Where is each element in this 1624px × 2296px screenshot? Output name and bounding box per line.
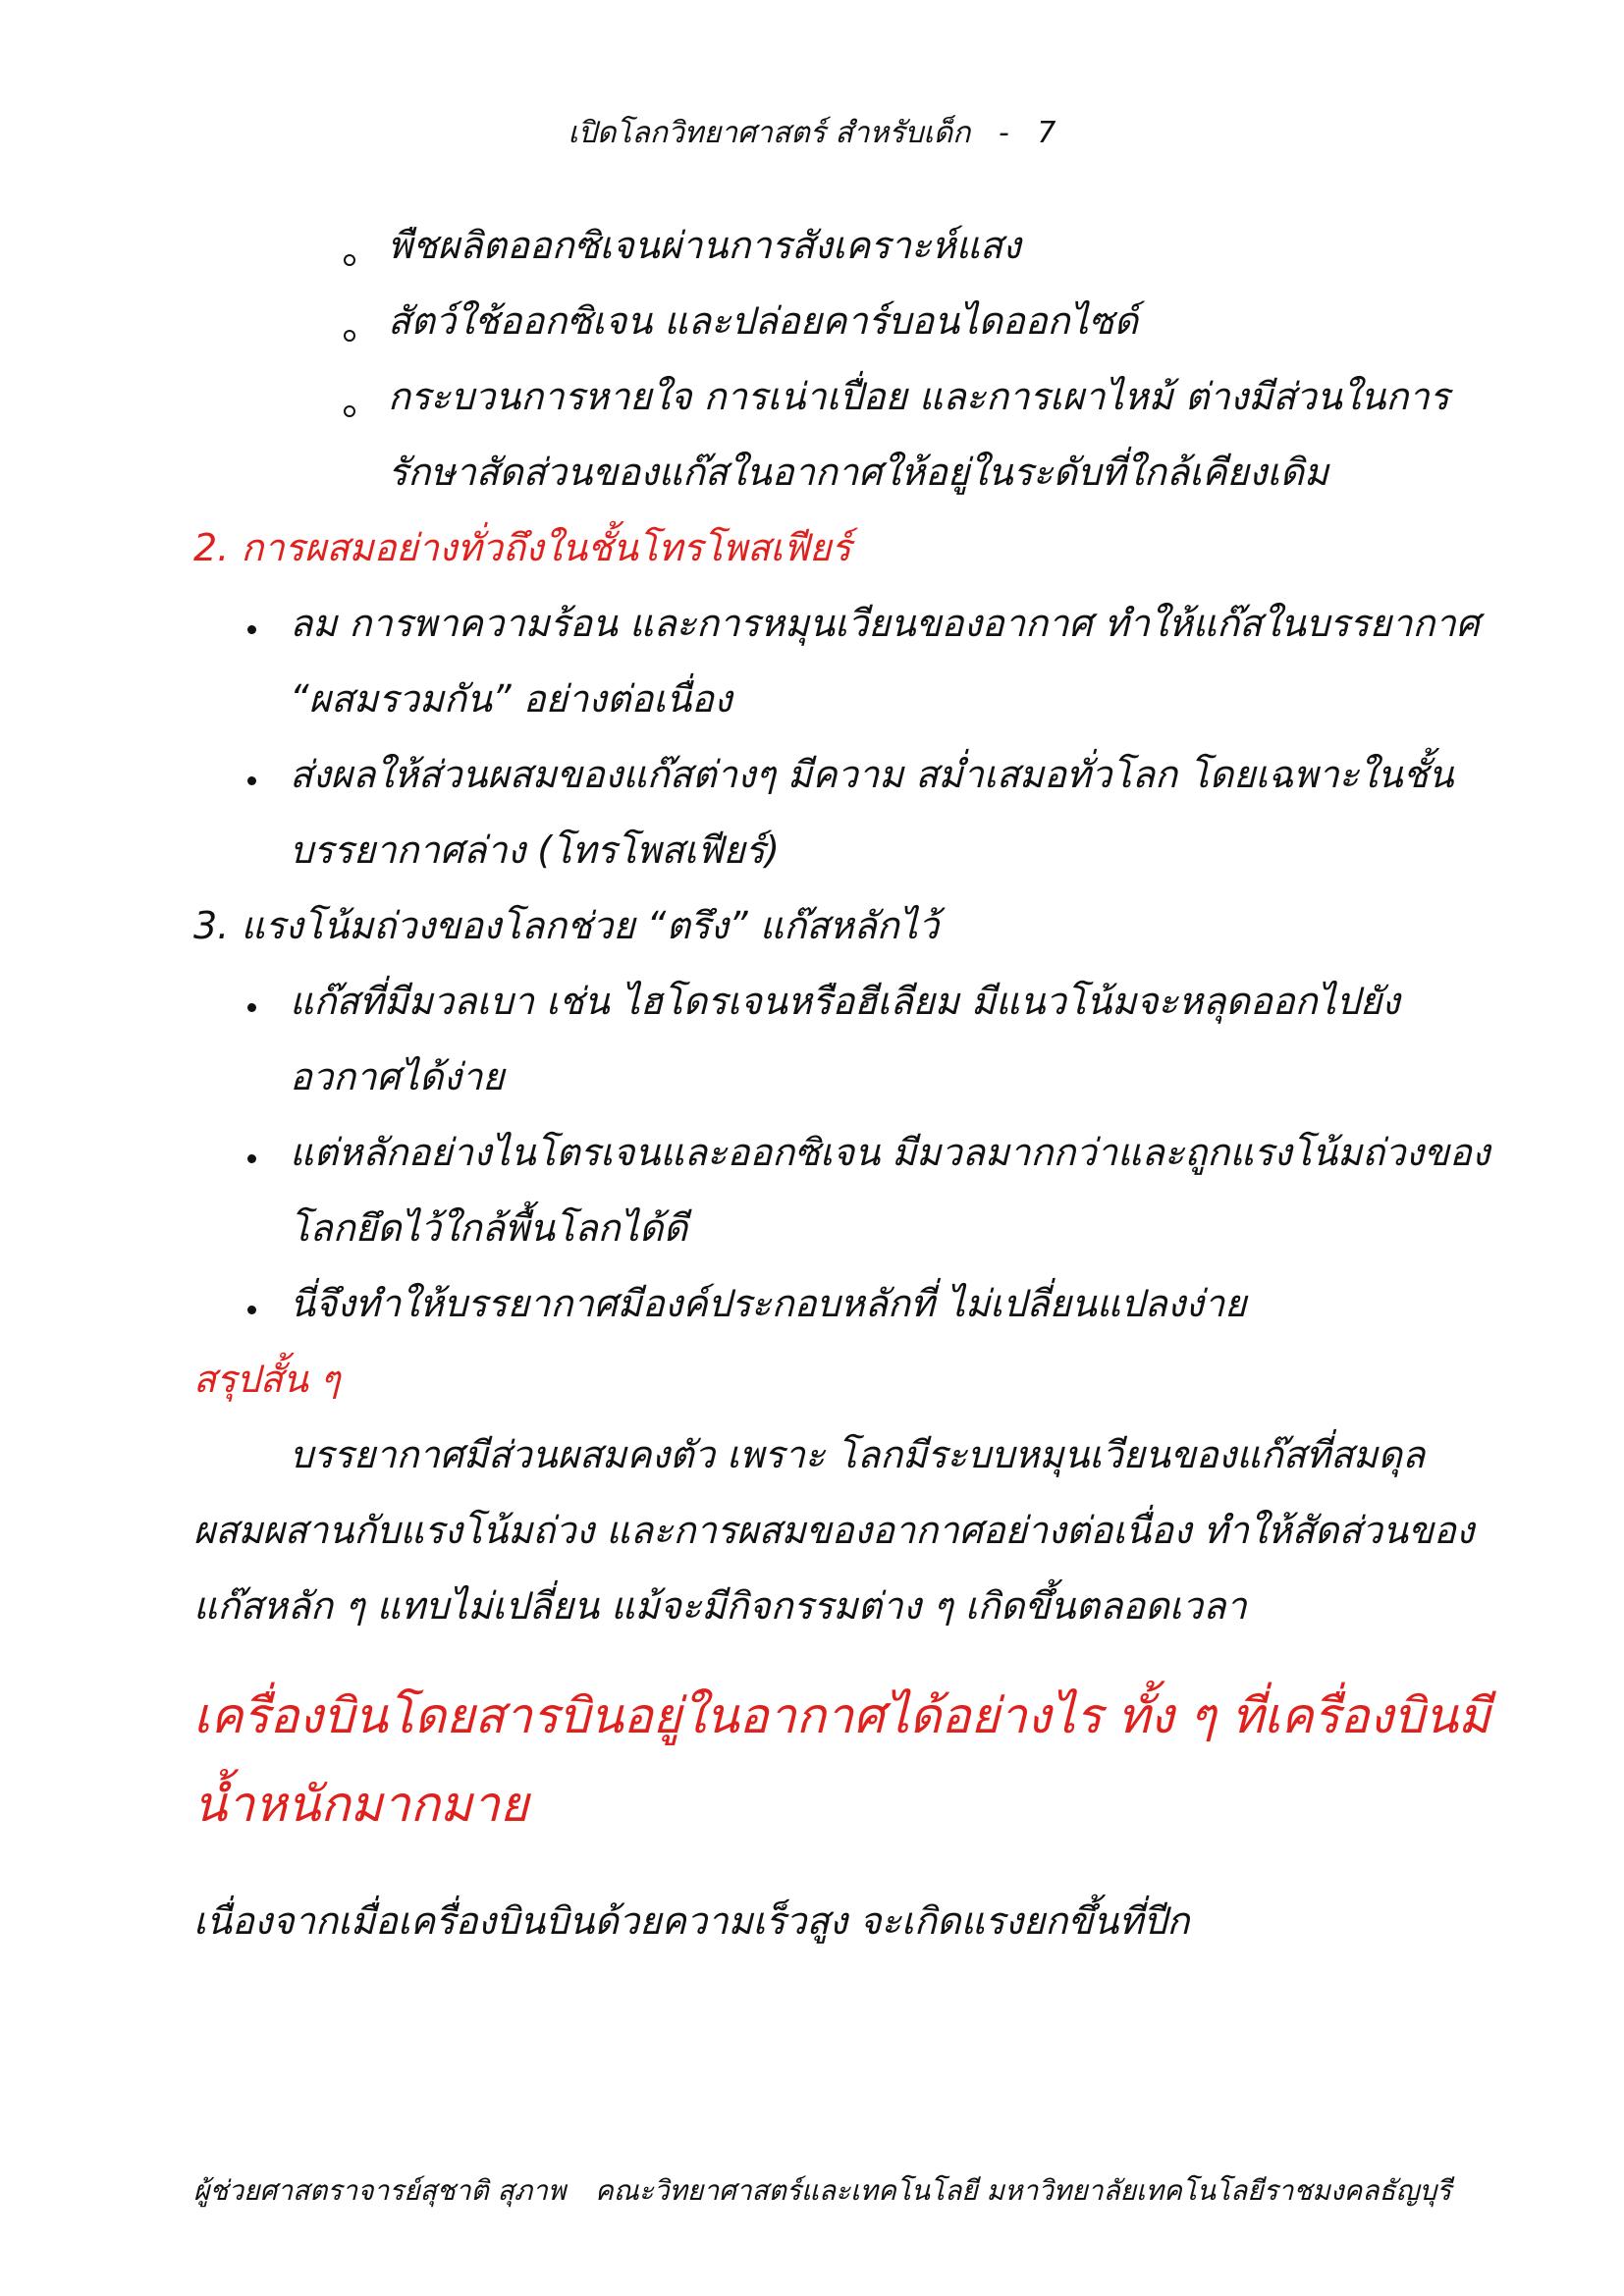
section-3-title: 3. แรงโน้มถ่วงของโลกช่วย “ตรึง” แก๊สหลักไว้ bbox=[193, 904, 940, 947]
answer-text: เนื่องจากเมื่อเครื่องบินบินด้วยความเร็วสูง จะเกิดแรงยกขึ้นที่ปีก bbox=[193, 1899, 1190, 1943]
section-2-bullet-1-line-1: ลม การพาความร้อน และการหมุนเวียนของอากาศ ทำให้แก๊สในบรรยากาศ bbox=[290, 602, 1480, 645]
summary-line-1: บรรยากาศมีส่วนผสมคงตัว เพราะ โลกมีระบบหมุนเวียนของแก๊สที่สมดุล bbox=[290, 1433, 1426, 1476]
circle-bullet-icon bbox=[344, 330, 355, 342]
circle-bullet-icon bbox=[344, 405, 355, 417]
bullet-dot-icon bbox=[247, 1003, 256, 1012]
section-3-bullet-1-line-1: แก๊สที่มีมวลเบา เช่น ไฮโดรเจนหรือฮีเลียม มีแนวโน้มจะหลุดออกไปยัง bbox=[290, 980, 1400, 1023]
question-heading-line-1: เครื่องบินโดยสารบินอยู่ในอากาศได้อย่างไร ทั้ง ๆ ที่เครื่องบินมี bbox=[193, 1687, 1490, 1744]
header-title: เปิดโลกวิทยาศาสตร์ สำหรับเด็ก bbox=[568, 116, 971, 150]
section-3-bullet-1-line-2: อวกาศได้ง่าย bbox=[290, 1055, 505, 1098]
section-3-bullet-3-line-1: นี่จึงทำให้บรรยากาศมีองค์ประกอบหลักที่ ไม่เปลี่ยนแปลงง่าย bbox=[290, 1282, 1247, 1325]
sub-bullet-3: กระบวนการหายใจ การเน่าเปื่อย และการเผาไหม้ ต่างมีส่วนในการ bbox=[388, 375, 1450, 418]
summary-title: สรุปสั้น ๆ bbox=[193, 1358, 341, 1401]
question-heading-line-2: น้ำหนักมากมาย bbox=[193, 1776, 529, 1833]
section-2-title: 2. การผสมอย่างทั่วถึงในชั้นโทรโพสเฟียร์ bbox=[193, 526, 851, 569]
section-3-bullet-2-line-1: แต่หลักอย่างไนโตรเจนและออกซิเจน มีมวลมากกว่าและถูกแรงโน้มถ่วงของ bbox=[290, 1131, 1490, 1174]
circle-bullet-icon bbox=[344, 254, 355, 266]
bullet-dot-icon bbox=[247, 776, 256, 785]
page-number: 7 bbox=[1037, 116, 1056, 150]
footer-author: ผู้ช่วยศาสตราจารย์สุชาติ สุภาพ bbox=[193, 2174, 567, 2207]
bullet-dot-icon bbox=[247, 625, 256, 634]
sub-bullet-3-continuation: รักษาสัดส่วนของแก๊สในอากาศให้อยู่ในระดับที่ใกล้เคียงเดิม bbox=[388, 451, 1329, 494]
sub-bullet-2: สัตว์ใช้ออกซิเจน และปล่อยคาร์บอนไดออกไซด์ bbox=[388, 299, 1139, 343]
page-header bbox=[0, 110, 1624, 156]
summary-line-3: แก๊สหลัก ๆ แทบไม่เปลี่ยน แม้จะมีกิจกรรมต่าง ๆ เกิดขึ้นตลอดเวลา bbox=[193, 1584, 1247, 1628]
header-separator: - bbox=[998, 116, 1009, 150]
section-3-bullet-2-line-2: โลกยึดไว้ใกล้พื้นโลกได้ดี bbox=[290, 1206, 688, 1250]
footer-affiliation: คณะวิทยาศาสตร์และเทคโนโลยี มหาวิทยาลัยเทคโนโลยีราชมงคลธัญบุรี bbox=[595, 2174, 1452, 2207]
section-2-bullet-2-line-1: ส่งผลให้ส่วนผสมของแก๊สต่างๆ มีความ สม่ำเสมอทั่วโลก โดยเฉพาะในชั้น bbox=[290, 753, 1454, 796]
section-2-bullet-2-line-2: บรรยากาศล่าง (โทรโพสเฟียร์) bbox=[290, 828, 781, 872]
bullet-dot-icon bbox=[247, 1154, 256, 1163]
summary-line-2: ผสมผสานกับแรงโน้มถ่วง และการผสมของอากาศอย่างต่อเนื่อง ทำให้สัดส่วนของ bbox=[193, 1509, 1475, 1552]
section-2-bullet-1-line-2: “ผสมรวมกัน” อย่างต่อเนื่อง bbox=[290, 677, 732, 721]
sub-bullet-1: พืชผลิตออกซิเจนผ่านการสังเคราะห์แสง bbox=[388, 224, 1021, 267]
bullet-dot-icon bbox=[247, 1306, 256, 1314]
